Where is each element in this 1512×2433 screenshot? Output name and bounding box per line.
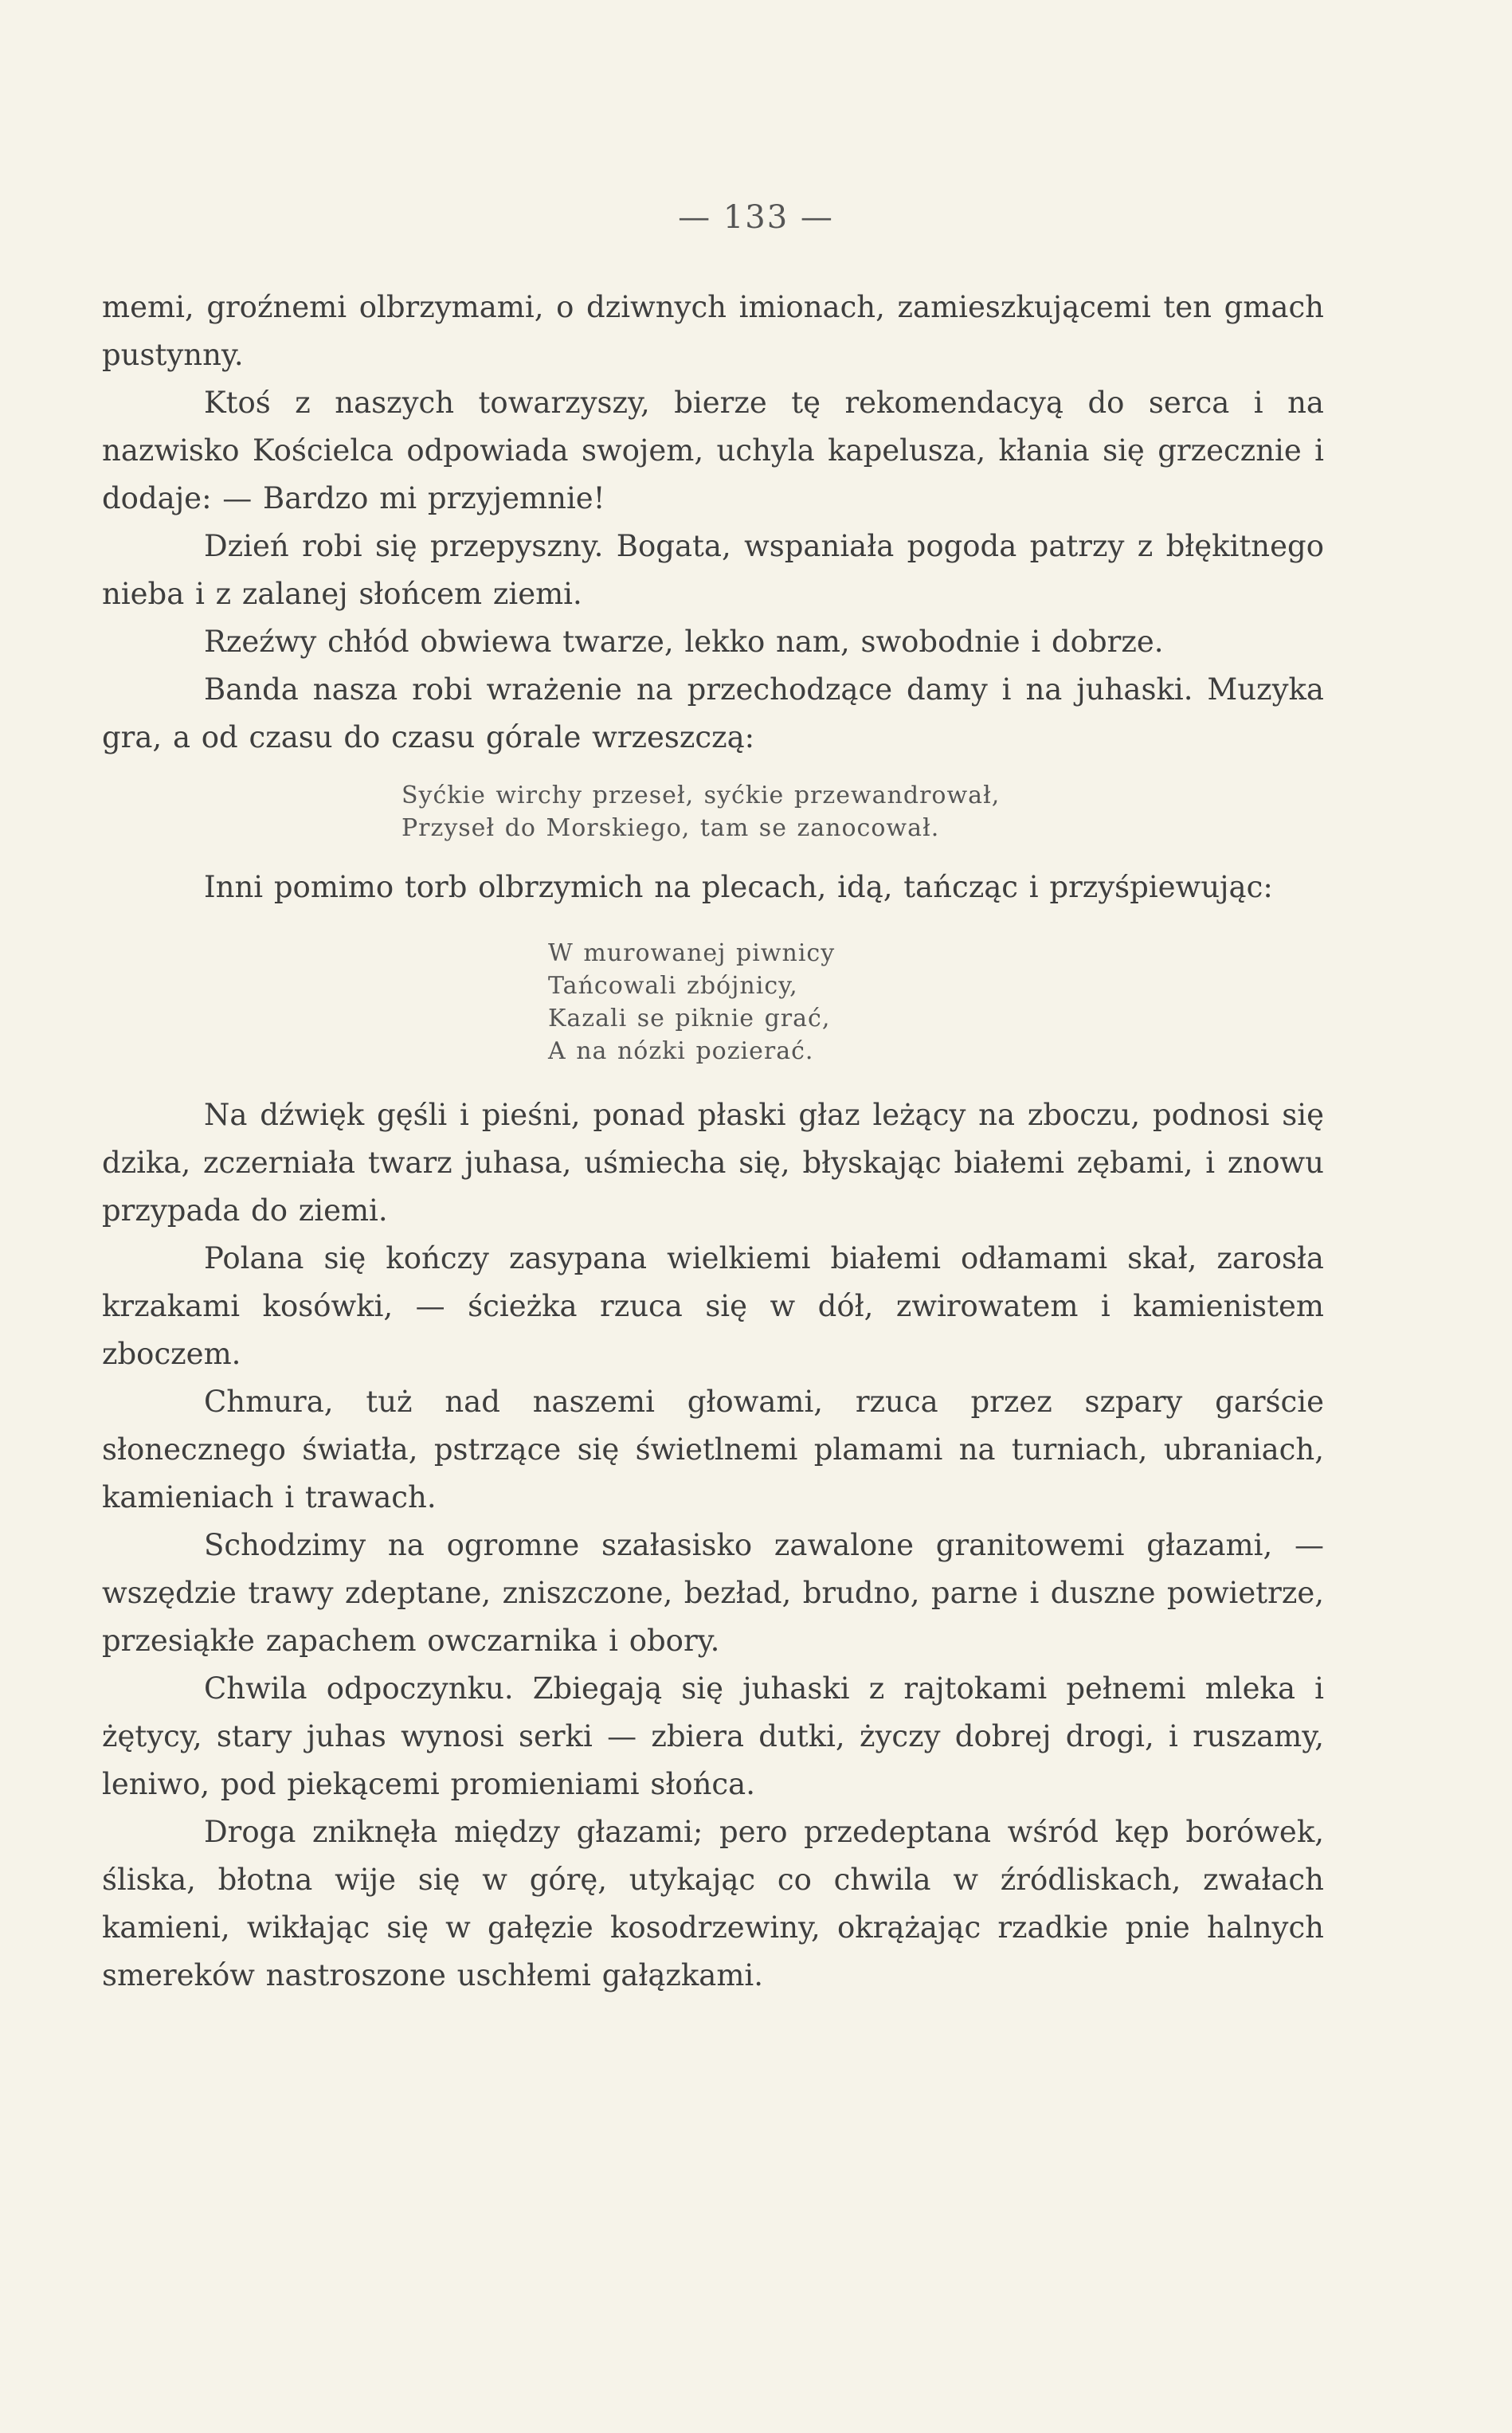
paragraph: Chmura, tuż nad naszemi głowami, rzuca przez szpary garście słonecznego światła, pstrzące się świetlnemi plamami na turniach, ubraniach, kamieniach i trawach. [102, 1385, 1324, 1514]
verse-line: Tańcowali zbójnicy, [548, 972, 798, 1000]
verse-block [102, 779, 1324, 844]
verse-line: A na nózki pozierać. [548, 1037, 814, 1065]
verse-line: Kazali se piknie grać, [548, 1005, 831, 1032]
verse-block [102, 937, 1324, 1068]
paragraph: Chwila odpoczynku. Zbiegają się juhaski z rajtokami pełnemi mleka i żętycy, stary juhas wynosi serki — zbiera dutki, życzy dobrej drogi, i ruszamy, leniwo, pod piekącemi promieniami słońca. [102, 1671, 1324, 1801]
paragraph: memi, groźnemi olbrzymami, o dziwnych imionach, zamieszkującemi ten gmach pustynny. [102, 290, 1324, 372]
paragraph: Droga zniknęła między głazami; pero przedeptana wśród kęp borówek, śliska, błotna wije się w górę, utykając co chwila w źródliskach, zwałach kamieni, wikłając się w gałęzie kosodrzewiny, okrążając rzadkie pnie halnych smereków nastroszone uschłemi gałązkami. [102, 1815, 1324, 1992]
verse-line: W murowanej piwnicy [548, 939, 836, 967]
paragraph: Schodzimy na ogromne szałasisko zawalone granitowemi głazami, — wszędzie trawy zdeptane, zniszczone, bezład, brudno, parne i duszne powietrze, przesiąkłe zapachem owczarnika i obory. [102, 1528, 1324, 1658]
verse-line: Przyseł do Morskiego, tam se zanocował. [402, 814, 940, 842]
paragraph: Rzeźwy chłód obwiewa twarze, lekko nam, swobodnie i dobrze. [204, 625, 1164, 659]
paragraph: Na dźwięk gęśli i pieśni, ponad płaski głaz leżący na zboczu, podnosi się dzika, zczerniała twarz juhasa, uśmiecha się, błyskając białemi zębami, i znowu przypada do ziemi. [102, 1098, 1324, 1228]
paragraph: Banda nasza robi wrażenie na przechodzące damy i na juhaski. Muzyka gra, a od czasu do czasu górale wrzeszczą: [102, 672, 1324, 754]
verse-line: Syćkie wirchy przeseł, syćkie przewandrował, [402, 782, 1001, 809]
paragraph: Inni pomimo torb olbrzymich na plecach, idą, tańcząc i przyśpiewując: [204, 870, 1273, 904]
body-text [102, 284, 1324, 2000]
paragraph: Polana się kończy zasypana wielkiemi białemi odłamami skał, zarosła krzakami kosówki, — ścieżka rzuca się w dół, zwirowatem i kamienistem zboczem. [102, 1241, 1324, 1371]
page-number: — 133 — [678, 199, 834, 236]
paragraph: Dzień robi się przepyszny. Bogata, wspaniała pogoda patrzy z błękitnego nieba i z zalanej słońcem ziemi. [102, 529, 1324, 611]
paragraph: Ktoś z naszych towarzyszy, bierze tę rekomendacyą do serca i na nazwisko Kościelca odpowiada swojem, uchyla kapelusza, kłania się grzecznie i dodaje: — Bardzo mi przyjemnie! [102, 386, 1324, 515]
